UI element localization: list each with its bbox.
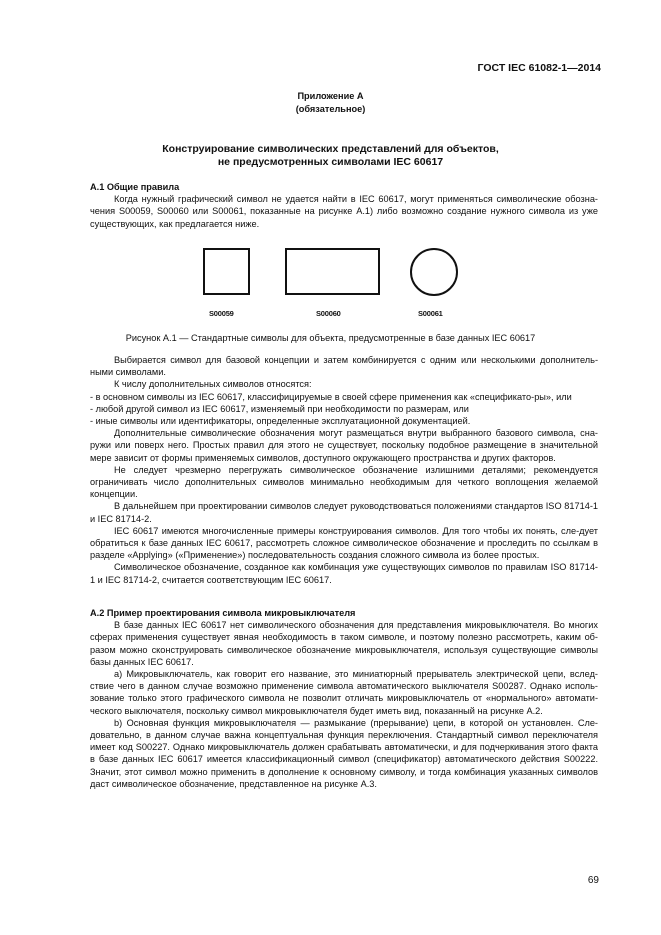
general-rules-text [90,354,598,586]
paragraph: IEC 60617 имеются многочисленные примеры конструирования символов. Для того чтобы их понять, сле-дует обратиться к базе данных IEC 60617, рассмотреть сложное символическое обозначение и проследить по ссылкам в разделе «Applying» («Применение») последовательность создания сложного символа из более простых. [90,525,598,561]
paragraph: В дальнейшем при проектировании символов следует руководствоваться положениями стандартов ISO 81714-1 и IEC 81714-2. [90,501,598,524]
page-number: 69 [587,875,599,886]
paragraph: b) Основная функция микровыключателя — размыкание (прерывание) цепи, в которой он установлен. Сле-довательно, в данном случае важна концептуальная функция переключения. Стандартный символ переключателя имеет код S00227. Однако микровыключатель должен срабатывать автоматически, и для подчеркивания этого факта в базе данных IEC 60617 имеется классификационный символ (спецификатор) автоматического действия S00222. Значит, этот символ можно применить в дополнение к основному символу, и тогда комбинация указанных символов даст символическое обозначение, представленное на рисунке А.3. [90,717,598,789]
section-title-line-2: не предусмотренных символами IEC 60617 [217,156,444,168]
paragraph: К числу дополнительных символов относятся: [114,379,312,390]
section-a2 [90,607,598,790]
annex-title: Приложение А [297,91,364,101]
symbol-rectangle-s00060 [285,248,380,295]
a1-intro: Когда нужный графический символ не удается найти в IEC 60617, могут применяться символические обозна-чения S00059, S00060 или S00061, показанные на рисунке А.1) либо возможно создание нужного символа из уже существующих, как предлагается ниже. [90,194,598,229]
figure-caption: Рисунок А.1 — Стандартные символы для объекта, предусмотренные в базе данных IEC 60617 [125,333,536,343]
paragraph: Дополнительные символические обозначения могут размещаться внутри выбранного базового символа, сна-ружи или поверх него. Простых правил для этого не существует, поскольку подобное размещение в значительной мере зависит от формы применяемых символов, доступного окружающего пространства и других факторов. [90,428,598,463]
a2-heading: А.2 Пример проектирования символа микровыключателя [90,608,356,618]
figure-label-s00060: S00060 [316,309,341,318]
section-title [0,143,661,169]
section-a1 [90,181,598,230]
symbol-circle-s00061 [410,248,458,296]
annex-status: (обязательное) [295,104,366,114]
list-item: - любой другой символ из IEC 60617, изменяемый при необходимости по размерам, или [90,403,469,414]
figure-label-s00061: S00061 [418,309,443,318]
a1-heading: А.1 Общие правила [90,182,180,192]
paragraph: В базе данных IEC 60617 нет символического обозначения для представления микровыключателя. Во многих сферах применения существует явная необходимость в таком символе, и поэтому полезно рассмотреть, каким об-разом можно сконструировать символическое обозначение микровыключателя, используя существующие символы базы данных IEC 60617. [90,620,598,667]
standard-header: ГОСТ IEC 61082-1—2014 [477,62,601,74]
paragraph: Выбирается символ для базовой концепции и затем комбинируется с одним или несколькими дополнитель-ными символами. [90,355,598,378]
list-item: - в основном символы из IEC 60617, классифицируемые в своей сфере применения как «спецификато-ры», или [90,391,572,402]
list-item: - иные символы или идентификаторы, определенные эксплуатационной документацией. [90,416,471,427]
section-title-line-1: Конструирование символических представлений для объектов, [162,143,499,155]
figure-label-s00059: S00059 [209,309,234,318]
paragraph: Не следует чрезмерно перегружать символическое обозначение излишними деталями; рекомендуется ограничивать число дополнительных символов минимально необходимым для четкого воплощения желаемой концепции. [90,464,598,500]
paragraph: а) Микровыключатель, как говорит его название, это миниатюрный прерыватель электрической цепи, вслед-ствие чего в данном случае возможно применение символа автоматического выключателя S00287. Однако исполь-зование только этого графического символа не позволит отличать микровыключатель от «нормального» автомати-ческого выключателя, поскольку символ микровыключателя будет иметь вид, показанный на рисунке А.2. [90,669,598,716]
paragraph: Символическое обозначение, созданное как комбинация уже существующих символов по правилам ISO 81714-1 и IEC 81714-2, считается соответствующим IEC 60617. [90,562,598,585]
symbol-square-s00059 [203,248,250,295]
